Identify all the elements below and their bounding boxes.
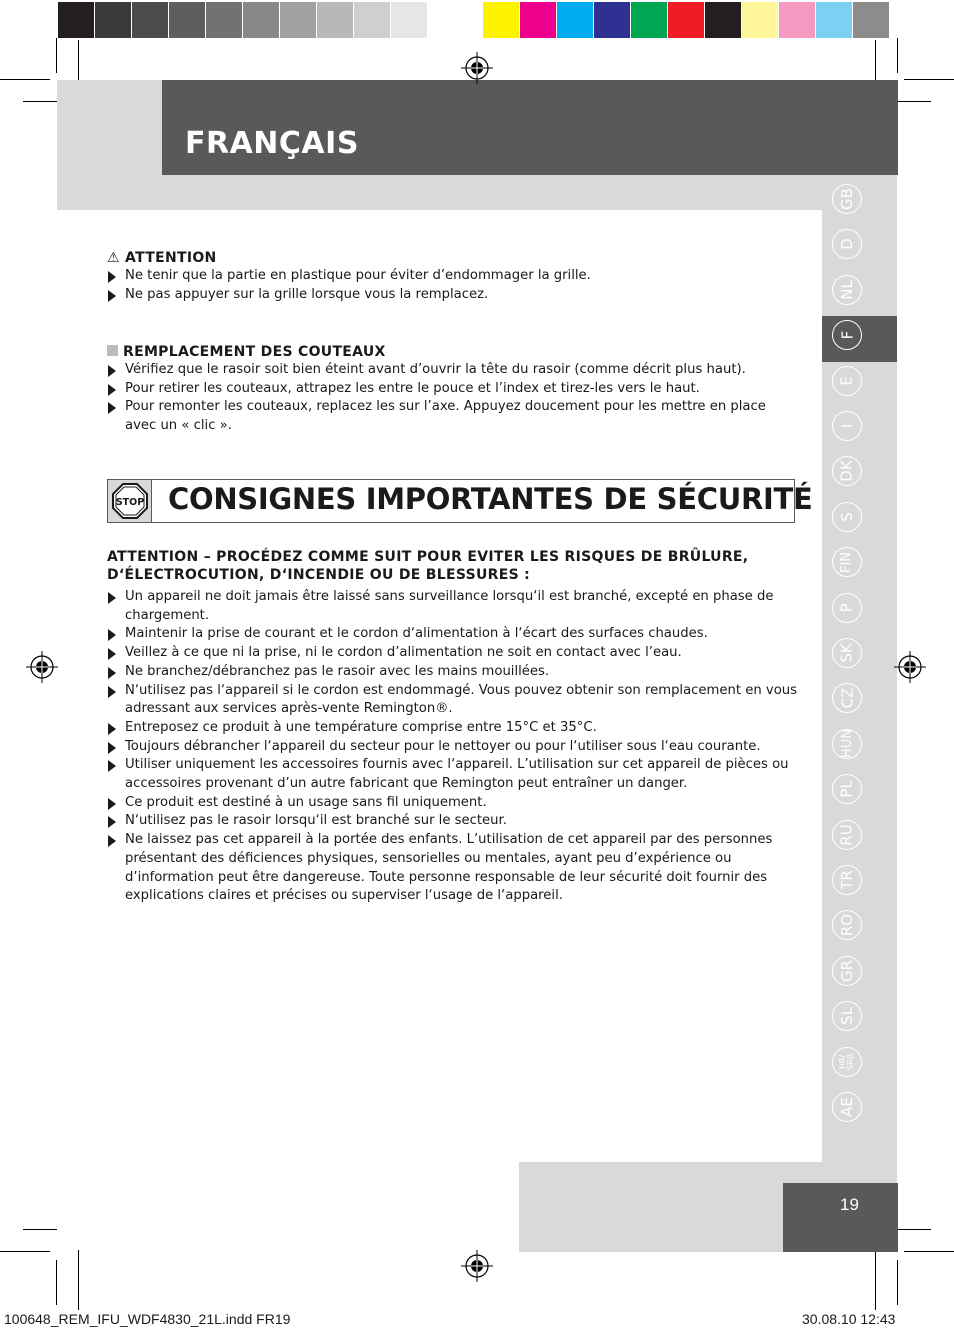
- language-label: GB: [837, 188, 856, 210]
- list-item: Toujours débrancher l‘appareil du secteur pour le nettoyer ou pour l‘utiliser sous l‘eau courante.: [107, 738, 797, 757]
- crop-mark: [78, 1245, 79, 1310]
- safety-warning: ATTENTION – PROCÉDEZ COMME SUIT POUR EVITER LES RISQUES DE BRÛLURE, D‘ÉLECTROCUTION, D‘INCENDIE OU DE BLESSURES :: [107, 549, 749, 583]
- language-label: CZ: [838, 688, 856, 709]
- calibration-swatch: [317, 2, 354, 38]
- list-item: Utiliser uniquement les accessoires fournis avec l‘appareil. L’utilisation sur cet appareil de pièces ou accessoires provenant d’un autre fabricant que Remington peut entraîner un danger.: [107, 756, 797, 793]
- calibration-swatch: [557, 2, 594, 38]
- language-label: SK: [837, 643, 856, 663]
- crop-mark: [56, 38, 57, 73]
- crop-mark: [897, 38, 898, 73]
- language-label: DK: [837, 460, 856, 483]
- language-label: TR: [838, 870, 856, 890]
- language-label: NL: [837, 280, 856, 300]
- list-item: Maintenir la prise de courant et le cordon d‘alimentation à l‘écart des surfaces chaudes.: [107, 625, 797, 644]
- language-tab-e[interactable]: [832, 366, 862, 396]
- language-label: AE: [838, 1097, 856, 1117]
- language-label: PL: [838, 780, 856, 798]
- list-item: Ne laissez pas cet appareil à la portée des enfants. L’utilisation de cet appareil par des personnes présentant des déficiences physiques, sensorielles ou mentales, ayant peu d’expérience ou d’information peut être dangereuse. Toute personne responsable de leur sécurité doit fournir des explications claires et précises ou superviser l‘usage de l‘appareil.: [107, 831, 797, 906]
- list-item: N‘utilisez pas le rasoir lorsqu‘il est branché sur le secteur.: [107, 812, 797, 831]
- calibration-swatch: [243, 2, 280, 38]
- stop-sign-label: STOP: [115, 497, 144, 508]
- list-item: Un appareil ne doit jamais être laissé sans surveillance lorsqu‘il est branché, excepté en phase de chargement.: [107, 588, 797, 625]
- calibration-swatch: [169, 2, 206, 38]
- registration-mark-icon: [894, 651, 926, 683]
- language-label: RO: [837, 914, 856, 937]
- crop-mark: [904, 79, 954, 80]
- calibration-swatch: [594, 2, 631, 38]
- page-number-box: [783, 1183, 898, 1252]
- language-tab-sl[interactable]: [832, 1001, 862, 1031]
- registration-mark-icon: [26, 651, 58, 683]
- stop-sign-icon: [111, 482, 149, 520]
- calibration-swatch: [816, 2, 853, 38]
- calibration-swatch: [631, 2, 668, 38]
- language-label: HR/ SRB: [838, 1053, 855, 1070]
- color-calibration-bar: [483, 2, 890, 38]
- calibration-swatch: [280, 2, 317, 38]
- crop-mark: [897, 1260, 898, 1305]
- attention-heading: ⚠ ATTENTION: [107, 250, 217, 266]
- attention-list: [107, 267, 797, 304]
- footer-file-info: 100648_REM_IFU_WDF4830_21L.indd FR19: [4, 1311, 291, 1327]
- calibration-swatch: [391, 2, 428, 38]
- calibration-swatch: [779, 2, 816, 38]
- language-label: F: [837, 330, 856, 340]
- calibration-swatch: [58, 2, 95, 38]
- stop-sign-cell: [108, 480, 152, 522]
- calibration-swatch: [520, 2, 557, 38]
- language-label: I: [838, 423, 856, 429]
- list-item: Entreposez ce produit à une température comprise entre 15°C et 35°C.: [107, 719, 797, 738]
- language-tab-sk[interactable]: [832, 638, 862, 668]
- language-label: GR: [837, 959, 856, 982]
- list-item: Pour remonter les couteaux, replacez les sur l’axe. Appuyez doucement pour les mettre en place avec un « clic ».: [107, 398, 797, 435]
- list-item: Veillez à ce que ni la prise, ni le cordon d’alimentation ne soit en contact avec l’eau.: [107, 644, 797, 663]
- page-title: FRANÇAIS: [185, 126, 359, 161]
- attention-section: [107, 250, 797, 304]
- crop-mark: [56, 1260, 57, 1305]
- calibration-swatch: [853, 2, 890, 38]
- registration-mark-icon: [461, 52, 493, 84]
- replacement-heading: REMPLACEMENT DES COUTEAUX: [107, 344, 797, 360]
- safety-section: [107, 548, 797, 906]
- list-item: Vérifiez que le rasoir soit bien éteint avant d’ouvrir la tête du rasoir (comme décrit plus haut).: [107, 361, 797, 380]
- crop-mark: [0, 1251, 50, 1252]
- page-number: 19: [840, 1195, 859, 1214]
- language-tab-tr[interactable]: [832, 865, 862, 895]
- square-bullet-icon: [107, 345, 118, 356]
- replacement-section: [107, 344, 797, 436]
- language-tab-pl[interactable]: [832, 774, 862, 804]
- calibration-swatch: [705, 2, 742, 38]
- language-tab-s[interactable]: [832, 502, 862, 532]
- language-tab-f[interactable]: [832, 320, 862, 350]
- language-tab-p[interactable]: [832, 593, 862, 623]
- calibration-swatch: [132, 2, 169, 38]
- language-tab-nl[interactable]: [832, 275, 862, 305]
- calibration-swatch: [206, 2, 243, 38]
- language-tab-i[interactable]: [832, 411, 862, 441]
- language-tab-gb[interactable]: [832, 184, 862, 214]
- language-tab-ru[interactable]: [832, 820, 862, 850]
- list-item: Ne pas appuyer sur la grille lorsque vous la remplacez.: [107, 286, 797, 305]
- registration-mark-icon: [461, 1250, 493, 1282]
- list-item: Pour retirer les couteaux, attrapez les entre le pouce et l’index et tirez-les vers le haut.: [107, 380, 797, 399]
- crop-mark: [875, 1245, 876, 1310]
- list-item: N‘utilisez pas l‘appareil si le cordon est endommagé. Vous pouvez obtenir son remplacement en vous adressant aux services après-vente Remington®.: [107, 682, 797, 719]
- calibration-swatch: [742, 2, 779, 38]
- replacement-list: [107, 361, 797, 436]
- language-label: P: [837, 603, 856, 613]
- grey-calibration-bar: [58, 2, 465, 38]
- crop-mark: [0, 79, 50, 80]
- safety-title: CONSIGNES IMPORTANTES DE SÉCURITÉ: [168, 482, 813, 516]
- list-item: Ne tenir que la partie en plastique pour éviter d’endommager la grille.: [107, 267, 797, 286]
- calibration-swatch: [428, 2, 465, 38]
- calibration-swatch: [668, 2, 705, 38]
- calibration-swatch: [483, 2, 520, 38]
- warning-icon: ⚠: [107, 250, 120, 266]
- calibration-swatch: [354, 2, 391, 38]
- list-item: Ne branchez/débranchez pas le rasoir avec les mains mouillées.: [107, 663, 797, 682]
- language-tab-hr-srb[interactable]: [832, 1047, 862, 1077]
- list-item: Ce produit est destiné à un usage sans fil uniquement.: [107, 794, 797, 813]
- footer-date: 30.08.10 12:43: [802, 1311, 896, 1327]
- language-tab-ae[interactable]: [832, 1092, 862, 1122]
- calibration-swatch: [95, 2, 132, 38]
- safety-list: [107, 588, 797, 906]
- crop-mark: [904, 1251, 954, 1252]
- safety-title-box: [107, 479, 813, 523]
- language-label: E: [837, 375, 856, 386]
- language-label: D: [838, 238, 856, 251]
- language-label: SL: [837, 1007, 856, 1026]
- language-tab-fin[interactable]: [832, 547, 862, 577]
- language-tab-hun[interactable]: [832, 729, 862, 759]
- language-label: HUN: [839, 729, 855, 759]
- language-label: FIN: [839, 551, 855, 573]
- language-label: S: [838, 512, 856, 522]
- language-label: RU: [838, 823, 856, 846]
- language-tab-gr[interactable]: [832, 956, 862, 986]
